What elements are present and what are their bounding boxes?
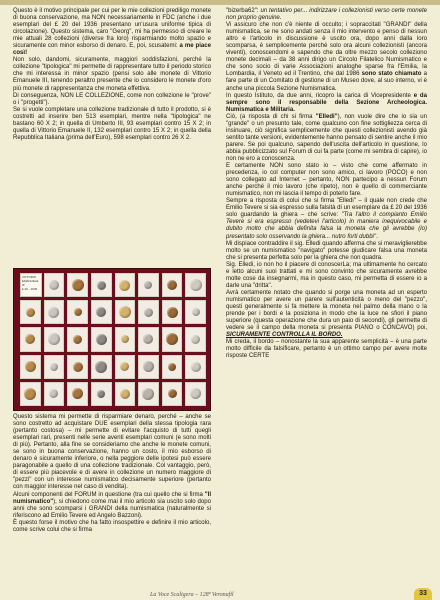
- page-number: 33: [414, 588, 432, 600]
- coin-image: [73, 362, 83, 372]
- coin-image: [168, 363, 176, 371]
- coin-slot: [91, 382, 112, 406]
- paragraph: Mi dispiace contraddire il sig. Elledi quando afferma che si meraviglierebbe molto se un numismatico "navigato" potesse giudicare falsa una moneta che si presenta perfetta solo per la ghiera che non quadra.: [226, 240, 427, 261]
- coin-image: [73, 335, 82, 344]
- coin-slot: [185, 300, 206, 324]
- coin-slot: [44, 273, 65, 297]
- paragraph: Questo sistema mi permette di risparmiare denaro, perché – anche se sono costretto ad acquistare DUE esemplari della stessa tipologia rara (pertanto costosa) – mi permette di evitare l'acquisto di tutti quegli esemplari rari, presenti nelle serie aventi esemplari comuni (e sono molti di più). Pertanto, alla fine se consideriamo che anche le monete comuni, se sono in buona conservazione, hanno un costo, il mio esborso di denaro è sicuramente inferiore, o nella peggiore delle ipotesi può essere paragonabile a quello di una collezione tradizionale. Col vantaggio, però, di essere più piacevole e di avere in collezione un numero maggiore di "pezzi" con un interesse numismatico decisamente superiore (pertanto con maggior interesse nel caso di vendita).: [13, 414, 211, 491]
- coin-slot: [44, 327, 65, 351]
- coin-image: [143, 334, 153, 344]
- coin-image: [167, 307, 178, 318]
- paragraph: E certamente NON sono stato io – visto che come affermato in precedenza, io col computer non sono amico, ci lavoro (POCO) e non sono collegato ad Internet – pertanto, NON partecipo a nessun Forum anche perché il mio lavoro (che ripeto), non è quello di commerciante numismatico, non mi lascia il tempo di poterlo fare.: [226, 163, 427, 198]
- coin-image: [191, 362, 201, 372]
- coin-slot: [20, 355, 41, 379]
- paragraph: Ciò, (a risposta di chi si firma "Elledi"), non vuole dire che io sia un "grande" o un presunto tale, come qualcuno con fine sottigliezza cerca di insinuare, ciò significa semplicemente che questi collezionisti avendo già sentito tante versioni, evidentemente hanno pensato di sentire anche il mio parere. Se poi qualcuno, sapendo dell'uscita dell'articolo in questione, lo abbia pubblicizzato sul Forum di cui fa parte (come mi sembra di capire), io non ne ero a conoscenza.: [226, 113, 427, 162]
- paragraph: Mi creda, il bordo – nonostante la sua apparente semplicità – è una parte molto difficile da falsificare, pertanto è un ottimo campo per avere molte risposte CERTE: [226, 339, 427, 360]
- coin-slot: [44, 382, 65, 406]
- coin-slot: [20, 300, 41, 324]
- coin-image: [121, 335, 129, 343]
- paragraph: Se si vuole completare una collezione tradizionale di tutto il prodotto, si è costretti ad inserire ben 513 esemplari, mentre nella "tipologica" ne bastano 60 X 2; in quella di Umberto III, 93 esemplari contro 15 X 2; in quella di Vittorio Emanuele II, 132 esemplari contro 15 X 2; in quella della Repubblica Italiana (prima dell'Euro), 598 esemplari contro 26 X 2.: [13, 106, 211, 141]
- tray-label-card: VITTORIO EMANUELE III £ 20 - 1936: [20, 273, 42, 297]
- coin-image: [72, 279, 84, 291]
- coin-image: [24, 388, 36, 400]
- coin-image: [120, 389, 130, 399]
- coin-image: [48, 307, 59, 318]
- emphasis: a me piace così!: [13, 43, 211, 57]
- coin-slot: [138, 273, 159, 297]
- coin-slot: [91, 327, 112, 351]
- coin-slot: [115, 327, 136, 351]
- coin-image: [95, 361, 107, 373]
- paragraph: "bizerba62": un tentativo per... indirizzare i collezionisti verso certe monete non proprio genuine.: [226, 8, 427, 22]
- coin-slot: [138, 355, 159, 379]
- coin-slot: [185, 382, 206, 406]
- coin-slot: [185, 355, 206, 379]
- paragraph: Vi assicuro che non c'è niente di occulto; i sopraccitati "GRANDI" della numismatica, se ne sono andati senza il mio intervento e penso di nessun altro e l'articolo in discussione è uscito ora, dopo anni dalla loro scomparsa, è semplicemente perché solo ora alcuni collezionisti (ancora viventi), conoscendomi e sapendo che da oltre mezzo secolo colleziono monete decimali – da 38 anni dirigo un Circolo Filatelico Numismatico e che sono socio di varie Associazioni analoghe sparse fra l'Emilia, la Lombardia, il Veneto ed il Trentino, che dal 1986 sono stato chiamato a fare parte di un Comitato di gestione di un Museo dove, al suo interno, vi è anche una piccola Sezione Numismatica.: [226, 22, 427, 92]
- coin-image: [72, 388, 83, 399]
- coin-slot: [115, 382, 136, 406]
- coin-image: [97, 281, 106, 290]
- coin-slot: [91, 355, 112, 379]
- coin-image: [49, 280, 59, 290]
- coin-image: [143, 361, 154, 372]
- left-column-top: [13, 8, 211, 142]
- coin-slot: [162, 355, 183, 379]
- coin-image: [190, 279, 202, 291]
- coin-slot: [162, 273, 183, 297]
- paragraph: In questo Istituto, da due anni, ricopro la carica di Vicepresidente e da sempre sono il responsabile della Sezione Archeologica. Numismatica e Militaria.: [226, 92, 427, 113]
- paragraph: Di conseguenza, NON LE COLLEZIONE, come non collezione le "prove" o i "progetti").: [13, 92, 211, 106]
- coin-image: [97, 390, 105, 398]
- coin-slot: [138, 382, 159, 406]
- paragraph: Alcuni componenti del FORUM in questione (tra cui quello che si firma "Il numismatico"), si chiedono come mai il mio articolo sia uscito solo dopo anni che sono scomparsi i GRANDI della numismatica (naturalmente si riferiscono ad Emilio Tevere ed Angelo Bazzoni).: [13, 491, 211, 519]
- coin-slot: [67, 355, 88, 379]
- coin-slot: [138, 327, 159, 351]
- top-border: [0, 0, 440, 5]
- coin-image: [50, 363, 58, 371]
- coin-image: [119, 280, 130, 291]
- coin-slot: [115, 273, 136, 297]
- coin-slot: [185, 327, 206, 351]
- coin-slot: [91, 273, 112, 297]
- coin-image: [48, 333, 60, 345]
- coin-image: [96, 334, 107, 345]
- coin-slot: [20, 327, 41, 351]
- coin-slot: [162, 300, 183, 324]
- paragraph: Avrà certamente notato che quando si porge una moneta ad un esperto numismatico per avere un parere sull'autenticità o meno del "pezzo", questi generalmente si fa mettere la moneta nel palmo della mano o la prende per i bordi e la posiziona in modo che la luce ne sfiori il piano superiore (questa operazione che dura un paio di secondi), gli permette di vedere se il campo della moneta si presenta PIANO o CONCAVO) poi, SICURAMENTE CONTROLLA IL BORDO.: [226, 289, 427, 339]
- coin-image: [144, 308, 153, 317]
- paragraph: Questo è il motivo principale per cui per le mie collezioni prediligo monete di buona conservazione, ma NON necessariamente in FDC (anche i due esemplari del £ 20 del 1936 presentano un'usura uniforme tipica di circolazione). Questo sistema, caro "Georg", mi ha permesso di creare le mie attuali 28 collezioni (diverse fra loro) risparmiando molto spazio e sicuramente con minor esborso di denaro. E, poi, scusatemi: a me piace così!: [13, 8, 211, 57]
- coin-slot: [44, 355, 65, 379]
- coin-slot: [67, 273, 88, 297]
- coin-tray-photo: [13, 268, 211, 411]
- coin-image: [190, 388, 201, 399]
- coin-slot: [162, 382, 183, 406]
- coin-image: [49, 389, 58, 398]
- coin-image: [166, 333, 178, 345]
- coin-slot: [115, 300, 136, 324]
- left-column-bottom: [13, 414, 211, 534]
- coin-image: [26, 308, 35, 317]
- coin-image: [74, 308, 82, 316]
- coin-slot: [67, 300, 88, 324]
- coin-slot: [138, 300, 159, 324]
- coin-image: [25, 334, 35, 344]
- paragraph: Sig. Elledi, io non ho il piacere di conoscerLa; ma ultimamente ho cercato e letto alcuni suoi trattati e mi sono convinto che sicuramente avrebbe molte cose da insegnarmi, ma in questo caso, mi permetta di essere io a darle una "dritta".: [226, 261, 427, 289]
- coin-image: [142, 388, 154, 400]
- coin-image: [168, 389, 177, 398]
- coin-grid: [20, 273, 206, 406]
- paragraph: È questo forse il motivo che ha fatto insospettire e definire il mio articolo, come scrive colui che si firma: [13, 519, 211, 533]
- coin-image: [96, 307, 106, 317]
- coin-slot: [162, 327, 183, 351]
- coin-image: [120, 362, 129, 371]
- coin-image: [167, 280, 177, 290]
- coin-slot: [91, 300, 112, 324]
- coin-slot: [44, 300, 65, 324]
- coin-image: [191, 335, 200, 344]
- page-footer: [0, 588, 440, 600]
- coin-image: [144, 281, 152, 289]
- right-column: [226, 8, 427, 360]
- coin-slot: [20, 382, 41, 406]
- coin-slot: [185, 273, 206, 297]
- paragraph: Non solo, dandomi, sicuramente, maggiori soddisfazioni, perché la collezione "tipologica" mi permette di rappresentare tutto il periodo storico che mi interessa in minor spazio (pensi solo alle monete di Vittorio Emanuele III, tenendo peraltro presente che io considero le monete d'oro più monete di rappresentanza che moneta effettiva.: [13, 57, 211, 92]
- coin-image: [25, 361, 36, 372]
- coin-image: [192, 308, 200, 316]
- coin-slot: [67, 382, 88, 406]
- coin-slot: [67, 327, 88, 351]
- publication-name: La Voce Scaligera – 128ª Veronafil: [150, 592, 234, 598]
- coin-image: [119, 306, 131, 318]
- coin-slot: [115, 355, 136, 379]
- paragraph: Sempre a risposta di colui che si firma "Elledi" – il quale non crede che Emilio Tevere si sia espresso sulla falsità di un esemplare da £ 20 del 1936 solo guardando la ghiera – che scrive: "Tra l'altro il compianto Emilio Tevere si era espresso (vedetevi l'articolo) in maniera inequivocabile e dubito molto che abbia definita falsa la moneta che gli avrebbe (io) presentato solo osservando la ghiera... nutro forti dubbi".: [226, 198, 427, 240]
